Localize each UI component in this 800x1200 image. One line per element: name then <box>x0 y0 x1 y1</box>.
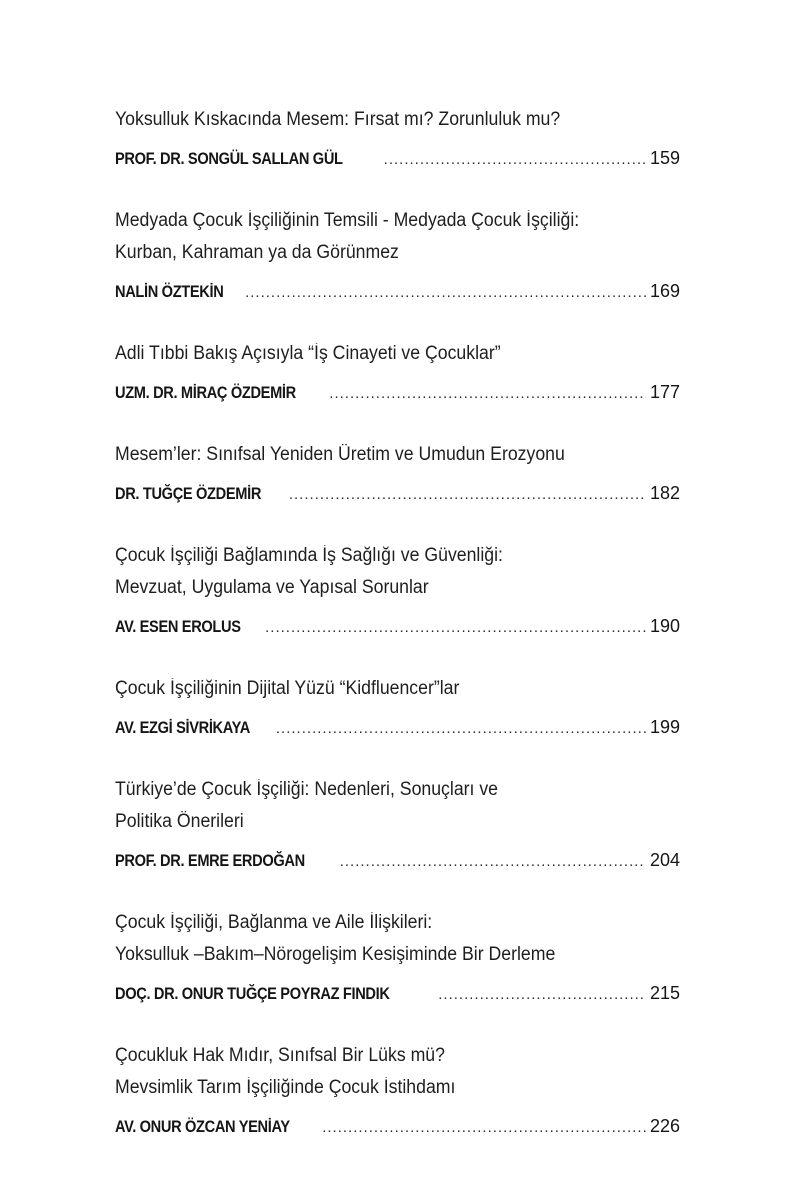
entry-author-line <box>115 378 680 408</box>
entry-author-line <box>115 612 680 642</box>
entry-title-line: Çocuk İşçiliği, Bağlanma ve Aile İlişkileri: <box>115 912 433 933</box>
dot-leader <box>322 1114 646 1142</box>
entry-page-number: 182 <box>649 483 680 503</box>
entry-author-line <box>115 479 680 509</box>
entry-title-line: Kurban, Kahraman ya da Görünmez <box>115 242 399 263</box>
dot-leader <box>384 146 646 174</box>
entry-author: DR. TUĞÇE ÖZDEMİR <box>115 484 262 503</box>
table-of-contents <box>115 104 680 1173</box>
entry-author: AV. ESEN EROLUS <box>115 617 241 636</box>
entry-title-line: Adli Tıbbi Bakış Açısıyla “İş Cinayeti ve Çocuklar” <box>115 343 501 364</box>
entry-author-line <box>115 144 680 174</box>
entry-title-line: Yoksulluk Kıskacında Mesem: Fırsat mı? Zorunluluk mu? <box>115 109 561 130</box>
entry-title-line: Türkiye’de Çocuk İşçiliği: Nedenleri, Sonuçları ve <box>115 779 499 800</box>
dot-leader <box>276 715 646 743</box>
toc-entry[interactable] <box>115 1040 680 1142</box>
entry-author: AV. ONUR ÖZCAN YENİAY <box>115 1117 290 1136</box>
entry-author-line <box>115 846 680 876</box>
entry-page-number: 190 <box>649 616 680 636</box>
entry-title-line: Politika Önerileri <box>115 811 244 832</box>
entry-title-line: Çocukluk Hak Mıdır, Sınıfsal Bir Lüks mü? <box>115 1045 445 1066</box>
toc-entry[interactable] <box>115 540 680 642</box>
entry-author: PROF. DR. SONGÜL SALLAN GÜL <box>115 149 343 168</box>
entry-title-line: Çocuk İşçiliği Bağlamında İş Sağlığı ve Güvenliği: <box>115 545 503 566</box>
entry-author: NALİN ÖZTEKİN <box>115 282 224 301</box>
entry-page-number: 226 <box>649 1116 680 1136</box>
toc-entry[interactable] <box>115 907 680 1009</box>
entry-page-number: 169 <box>649 281 680 301</box>
entry-title-line: Çocuk İşçiliğinin Dijital Yüzü “Kidfluencer”lar <box>115 678 460 699</box>
entry-author: AV. EZGİ SİVRİKAYA <box>115 718 250 737</box>
dot-leader <box>340 848 646 876</box>
entry-page-number: 215 <box>649 983 680 1003</box>
entry-author-line <box>115 1112 680 1142</box>
entry-title-line: Mevzuat, Uygulama ve Yapısal Sorunlar <box>115 577 429 598</box>
dot-leader <box>289 481 646 509</box>
entry-author: DOÇ. DR. ONUR TUĞÇE POYRAZ FINDIK <box>115 984 390 1003</box>
dot-leader <box>265 614 646 642</box>
entry-title-line: Mevsimlik Tarım İşçiliğinde Çocuk İstihdamı <box>115 1077 456 1098</box>
entry-title-line: Medyada Çocuk İşçiliğinin Temsili - Medyada Çocuk İşçiliği: <box>115 210 580 231</box>
entry-author-line <box>115 979 680 1009</box>
toc-entry[interactable] <box>115 673 680 743</box>
entry-page-number: 177 <box>649 382 680 402</box>
dot-leader <box>438 981 646 1009</box>
entry-page-number: 199 <box>649 717 680 737</box>
toc-entry[interactable] <box>115 338 680 408</box>
entry-author: UZM. DR. MİRAÇ ÖZDEMİR <box>115 383 296 402</box>
entry-author-line <box>115 277 680 307</box>
toc-entry[interactable] <box>115 205 680 307</box>
entry-author-line <box>115 713 680 743</box>
toc-entry[interactable] <box>115 439 680 509</box>
entry-title-line: Yoksulluk –Bakım–Nörogelişim Kesişiminde Bir Derleme <box>115 944 556 965</box>
dot-leader <box>245 279 646 307</box>
entry-author: PROF. DR. EMRE ERDOĞAN <box>115 851 305 870</box>
toc-entry[interactable] <box>115 774 680 876</box>
entry-title-line: Mesem’ler: Sınıfsal Yeniden Üretim ve Umudun Erozyonu <box>115 444 565 465</box>
dot-leader <box>329 380 646 408</box>
toc-entry[interactable] <box>115 104 680 174</box>
entry-page-number: 159 <box>649 148 680 168</box>
entry-page-number: 204 <box>649 850 680 870</box>
